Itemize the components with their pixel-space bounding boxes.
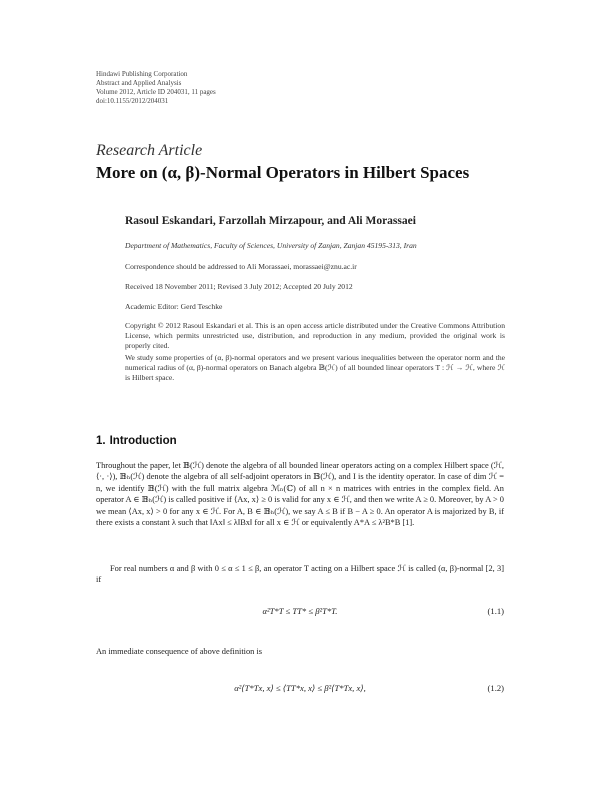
academic-editor: Academic Editor: Gerd Teschke bbox=[125, 302, 223, 311]
journal-header bbox=[96, 70, 216, 106]
equation-expression: α²T*T ≤ TT* ≤ β²T*T. bbox=[262, 606, 338, 616]
section-number: 1. bbox=[96, 435, 106, 447]
intro-paragraph-2-text: For real numbers α and β with 0 ≤ α ≤ 1 ≤ β, an operator T acting on a Hilbert space ℋ is called (α, β)-normal [2, 3] if bbox=[96, 564, 504, 585]
author-list: Rasoul Eskandari, Farzollah Mirzapour, and Ali Morassaei bbox=[125, 215, 416, 227]
journal-line: Abstract and Applied Analysis bbox=[96, 79, 182, 87]
intro-paragraph-1: Throughout the paper, let 𝔹(ℋ) denote the algebra of all bounded linear operators acting on a complex Hilbert space (ℋ, ⟨·, ·⟩), 𝔹ₕ(ℋ) denote the algebra of all self-adjoint operators in 𝔹(ℋ), and I is the identity operator. In case of dim ℋ = n, we identify 𝔹(ℋ) with the full matrix algebra ℳₙ(ℂ) of all n × n matrices with entries in the complex field. An operator A ∈ 𝔹ₕ(ℋ) is called positive if ⟨Ax, x⟩ ≥ 0 is valid for any x ∈ ℋ, and then we write A ≥ 0. Moreover, by A > 0 we mean ⟨Ax, x⟩ > 0 for any x ∈ ℋ. For A, B ∈ 𝔹ₕ(ℋ), we say A ≤ B if B − A ≥ 0. An operator A is majorized by B, if there exists a constant λ such that ‖Ax‖ ≤ λ‖Bx‖ for all x ∈ ℋ or equivalently A*A ≤ λ²B*B [1]. bbox=[96, 461, 504, 528]
equation-number: (1.1) bbox=[487, 606, 504, 616]
correspondence: Correspondence should be addressed to Ali Morassaei, morassaei@znu.ac.ir bbox=[125, 262, 357, 271]
doi-line: doi:10.1155/2012/204031 bbox=[96, 97, 169, 105]
section-title: Introduction bbox=[109, 435, 177, 447]
intro-paragraph-2 bbox=[96, 563, 504, 586]
equation-number: (1.2) bbox=[487, 683, 504, 693]
article-type: Research Article bbox=[96, 142, 203, 159]
paper-title: More on (α, β)-Normal Operators in Hilbert Spaces bbox=[96, 163, 470, 182]
affiliation: Department of Mathematics, Faculty of Sciences, University of Zanjan, Zanjan 45195-313, Iran bbox=[125, 241, 417, 250]
volume-line: Volume 2012, Article ID 204031, 11 pages bbox=[96, 88, 216, 96]
copyright-notice: Copyright © 2012 Rasoul Eskandari et al. This is an open access article distributed under the Creative Commons Attribution License, which permits unrestricted use, distribution, and reproduction in any medium, provided the original work is properly cited. bbox=[125, 321, 505, 350]
publisher-line: Hindawi Publishing Corporation bbox=[96, 70, 188, 78]
equation-expression: α²⟨T*Tx, x⟩ ≤ ⟨TT*x, x⟩ ≤ β²⟨T*Tx, x⟩, bbox=[234, 683, 366, 693]
section-heading bbox=[96, 435, 181, 447]
publication-dates: Received 18 November 2011; Revised 3 July 2012; Accepted 20 July 2012 bbox=[125, 282, 353, 291]
intro-paragraph-3: An immediate consequence of above definition is bbox=[96, 647, 263, 656]
abstract: We study some properties of (α, β)-normal operators and we present various inequalities between the operator norm and the numerical radius of (α, β)-normal operators on Banach algebra 𝔹(ℋ) of all bounded linear operators T : ℋ → ℋ, where ℋ is Hilbert space. bbox=[125, 353, 505, 382]
